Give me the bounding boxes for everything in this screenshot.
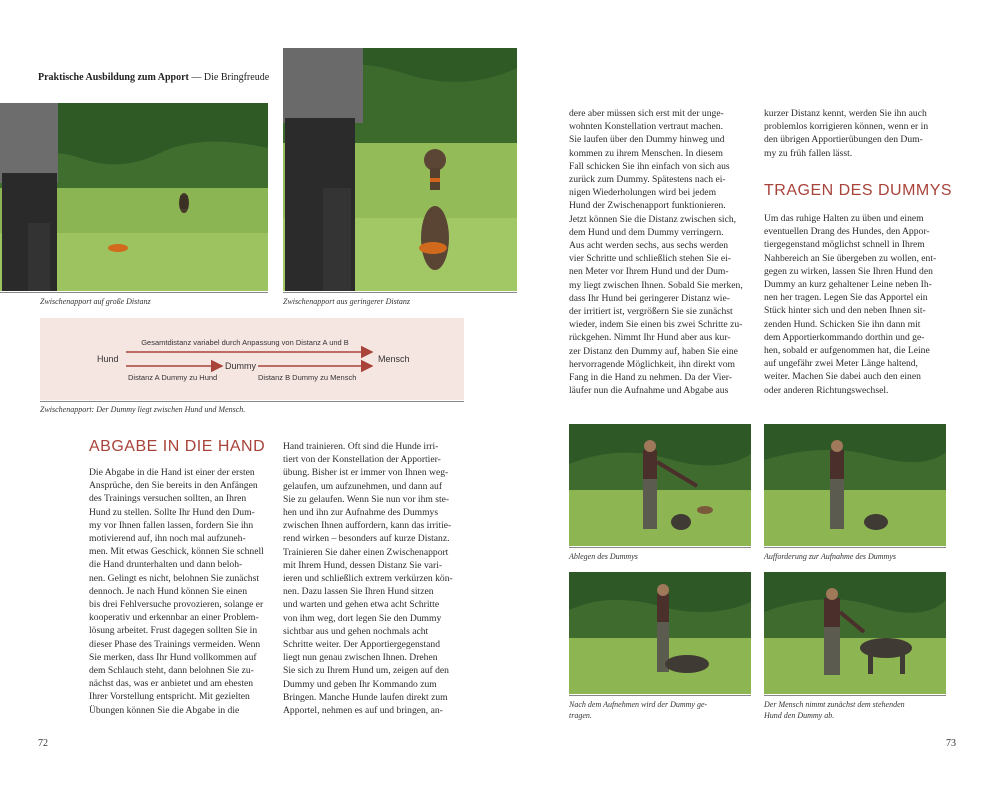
text-line: und warten und gehen etwa acht Schritte <box>283 599 440 611</box>
text-column-4b <box>764 212 946 397</box>
text-line: my vor Ihnen fallen lassen, fordern Sie ihn <box>89 519 254 531</box>
text-line: Hand trainieren. Oft sind die Hunde irri- <box>283 441 439 452</box>
text-column-4a <box>764 107 946 160</box>
text-line: tiergegenstand möglichst schnell in Ihrem <box>764 239 925 251</box>
text-line: Ihrer Vorstellung entspricht. Mit gezielten <box>89 691 250 703</box>
text-line: my liegt zwischen Ihnen. Sobald Sie merken, <box>569 279 743 291</box>
header-subtitle: Die Bringfreude <box>203 72 270 83</box>
text-line: nen Meter vor Ihrem Hund und der Dum- <box>569 266 729 278</box>
text-line: nen her tragen. Legen Sie das Apportel ein <box>764 292 928 304</box>
text-line: vier Schritte und schließlich stehen Sie ei- <box>569 253 731 265</box>
text-line: eventuellen Drang des Hundes, den Appor- <box>764 226 930 238</box>
text-line: zwischen Ihnen auffordern, kann das irritie- <box>283 520 452 532</box>
text-line: zer Distanz den Dummy auf, haben Sie eine <box>569 345 738 357</box>
text-line: Jetzt können Sie die Distanz zwischen sich, <box>569 213 737 225</box>
text-line: Sie sich zu Ihrem Hund um, zeigen auf den <box>283 665 449 677</box>
text-line: zurück zum Dummy. Spätestens nach ei- <box>569 174 726 186</box>
caption-photo-2: Zwischenapport aus geringerer Distanz <box>283 297 411 306</box>
text-line: Trainieren Sie daher einen Zwischenapport <box>283 546 449 558</box>
text-line: my zu früh fallen lässt. <box>764 147 853 159</box>
text-line: sichtbar aus und gehen nochmals acht <box>283 625 429 637</box>
text-line: gegen zu wirken, lassen Sie Ihren Hund den <box>764 265 933 277</box>
text-line: ieren und schließlich extrem verkürzen kön- <box>283 573 453 585</box>
text-line: liegt nun genau zwischen Ihnen. Drehen <box>283 652 438 664</box>
caption-rule-4 <box>764 547 946 548</box>
text-line: dem Apportierkommando dorthin und ge- <box>764 331 925 343</box>
text-line: tiert von der Konstellation der Apportier- <box>283 454 441 466</box>
text-line: lösung arbeitet. Frust dagegen sollten Sie in <box>89 625 258 637</box>
text-line: kooperativ und erkennbar an einer Problem- <box>89 612 259 624</box>
text-line: weiter. Machen Sie dabei auch den einen <box>764 371 921 383</box>
caption-photo-1: Zwischenapport auf große Distanz <box>40 297 151 306</box>
text-line: nen. Dazu lassen Sie Ihren Hund sitzen <box>283 586 434 598</box>
text-line: Sie zu gelaufen. Wenn Sie nun vor ihm ste- <box>283 493 450 505</box>
photo-distance-far <box>0 103 268 291</box>
caption-rule-1 <box>0 292 268 293</box>
text-line: Sie merken, dass Ihr Hund vollkommen auf <box>89 651 257 663</box>
text-line: hervorragende Möglichkeit, ihn direkt vom <box>569 358 735 370</box>
text-line: des Trainings versuchen sollten, an Ihren <box>89 493 247 505</box>
text-line: die Hand drunterhalten und dann beloh- <box>89 559 243 571</box>
diagram-dummy-label: Dummy <box>225 361 256 371</box>
text-line: Apportel, nehmen es auf und bringen, an- <box>283 705 443 717</box>
photo-distance-near <box>283 48 517 291</box>
caption-rule-diagram <box>40 401 464 402</box>
caption-photo-6 <box>764 699 905 721</box>
text-line: kommen zu ihrem Menschen. In diesem <box>569 147 723 159</box>
caption-photo-3: Ablegen des Dummys <box>569 552 638 561</box>
caption-rule-3 <box>569 547 751 548</box>
diagram-top-label: Gesamtdistanz variabel durch Anpassung von Distanz A und B <box>141 338 349 347</box>
caption-photo-5-line2: tragen. <box>569 711 592 720</box>
text-line: nächst das, was er anbietet und am ehesten <box>89 678 254 690</box>
text-line: übung. Bisher ist er immer von Ihnen weg- <box>283 467 449 479</box>
text-line: zenden Hund. Schicken Sie ihn dann mit <box>764 318 921 330</box>
caption-rule-2 <box>283 292 517 293</box>
text-column-1 <box>89 466 271 717</box>
caption-photo-5-line1: Nach dem Aufnehmen wird der Dummy ge- <box>569 700 708 709</box>
text-line: Schritte weiter. Der Apportiergegenstand <box>283 639 441 651</box>
text-line: Dummy an kurz gehaltener Leine neben Ih- <box>764 279 932 291</box>
text-line: motivierend auf, ihn noch mal aufzuneh- <box>89 533 246 545</box>
text-line: Stück hinter sich und den neben Ihnen sit- <box>764 305 926 317</box>
text-line: kurzer Distanz kennt, werden Sie ihn auch <box>764 108 927 119</box>
diagram-label-a: Distanz A Dummy zu Hund <box>128 373 218 382</box>
photo-abnehmen <box>764 572 946 694</box>
caption-photo-6-line2: Hund den Dummy ab. <box>764 711 835 720</box>
text-line: hen, sobald er aufgenommen hat, die Leine <box>764 345 930 357</box>
text-line: der irritiert ist, vergrößern Sie sie zunächst <box>569 306 733 318</box>
caption-photo-5 <box>569 699 707 721</box>
text-line: auf ungefähr zwei Meter Länge haltend, <box>764 358 918 370</box>
heading-abgabe: ABGABE IN DIE HAND <box>89 438 266 455</box>
text-line: hen und ihn zur Aufnahme des Dummys <box>283 507 439 519</box>
text-line: men. Mit etwas Geschick, können Sie schnell <box>89 546 264 558</box>
text-line: dem Schlauch steht, dann belohnen Sie zu- <box>89 665 254 677</box>
text-line: wohnten Konstellation vertraut machen. <box>569 121 723 133</box>
text-line: den übrigen Apportierübungen den Dum- <box>764 134 923 146</box>
heading-tragen: TRAGEN DES DUMMYS <box>764 182 953 199</box>
text-line: problemlos korrigieren können, wenn er in <box>764 121 929 133</box>
text-line: nigen Wiederholungen wird bei jedem <box>569 187 717 199</box>
page-number-left: 72 <box>38 738 48 749</box>
text-line: Sie laufen über den Dummy hinweg und <box>569 134 725 146</box>
text-line: dass Ihr Hund bei geringerer Distanz wie- <box>569 292 730 304</box>
text-line: mit Ihrem Hund, dessen Distanz Sie vari- <box>283 559 443 571</box>
text-line: Dummy und geben Ihr Kommando zum <box>283 678 437 690</box>
running-header <box>38 72 269 83</box>
diagram-label-b: Distanz B Dummy zu Mensch <box>258 373 357 382</box>
caption-rule-5 <box>569 695 751 696</box>
text-line: bis drei Fehlversuche provozieren, solange er <box>89 599 264 611</box>
text-line: Übungen können Sie die Abgabe in die <box>89 704 240 716</box>
header-title: Praktische Ausbildung zum Apport <box>38 72 189 83</box>
text-line: Hund zu stellen. Sollte Ihr Hund den Dum- <box>89 506 255 518</box>
text-line: oder anderen Richtungswechsel. <box>764 384 889 396</box>
caption-diagram: Zwischenapport: Der Dummy liegt zwischen Hund und Mensch. <box>40 405 246 414</box>
text-line: Hund der Zwischenapport funktionieren. <box>569 200 726 212</box>
text-line: Um das ruhige Halten zu üben und einem <box>764 213 924 224</box>
text-line: Bringen. Manche Hunde laufen direkt zum <box>283 691 448 703</box>
distance-diagram <box>40 318 464 400</box>
photo-tragen <box>569 572 751 694</box>
text-column-2 <box>283 440 465 717</box>
text-line: rend wirken – besonders auf kurze Distanz. <box>283 533 450 545</box>
photo-aufforderung <box>764 424 946 546</box>
text-line: von ihm weg, dort legen Sie den Dummy <box>283 612 442 624</box>
text-line: Fall schicken Sie ihn einfach von sich aus <box>569 160 730 172</box>
text-line: Die Abgabe in die Hand ist einer der ersten <box>89 467 255 478</box>
text-column-3 <box>569 107 751 397</box>
text-line: nen. Gelingt es nicht, belohnen Sie zunächst <box>89 572 259 584</box>
text-line: Ansprüche, den Sie bereits in den Anfängen <box>89 480 258 492</box>
page-number-right: 73 <box>946 738 956 749</box>
caption-photo-4: Aufforderung zur Aufnahme des Dummys <box>764 552 896 561</box>
text-line: wieder, indem Sie einen bis zwei Schritte zu- <box>569 319 743 331</box>
text-line: dem Hund und dem Dummy verringern. <box>569 226 724 238</box>
text-line: Nahbereich an Sie übergeben zu wollen, ent- <box>764 252 937 264</box>
text-line: gelaufen, um aufzunehmen, und dann auf <box>283 480 443 492</box>
diagram-mensch-label: Mensch <box>378 354 410 364</box>
text-line: dieser Phase des Trainings vermeiden. Wenn <box>89 638 261 650</box>
header-separator: — <box>191 72 202 83</box>
text-line: Aus acht werden sechs, aus sechs werden <box>569 240 729 252</box>
caption-photo-6-line1: Der Mensch nimmt zunächst dem stehenden <box>764 700 905 709</box>
text-line: dere aber müssen sich erst mit der unge- <box>569 108 724 119</box>
photo-ablegen <box>569 424 751 546</box>
text-line: rückgehen. Nimmt Ihr Hund aber aus kur- <box>569 332 731 344</box>
caption-rule-6 <box>764 695 946 696</box>
text-line: Fang in die Hand zu nehmen. Da der Vier- <box>569 372 732 384</box>
text-line: läufer nun die Aufnahme und Abgabe aus <box>569 385 729 397</box>
text-line: dennoch. Je nach Hund können Sie einen <box>89 585 247 597</box>
diagram-hund-label: Hund <box>97 354 119 364</box>
